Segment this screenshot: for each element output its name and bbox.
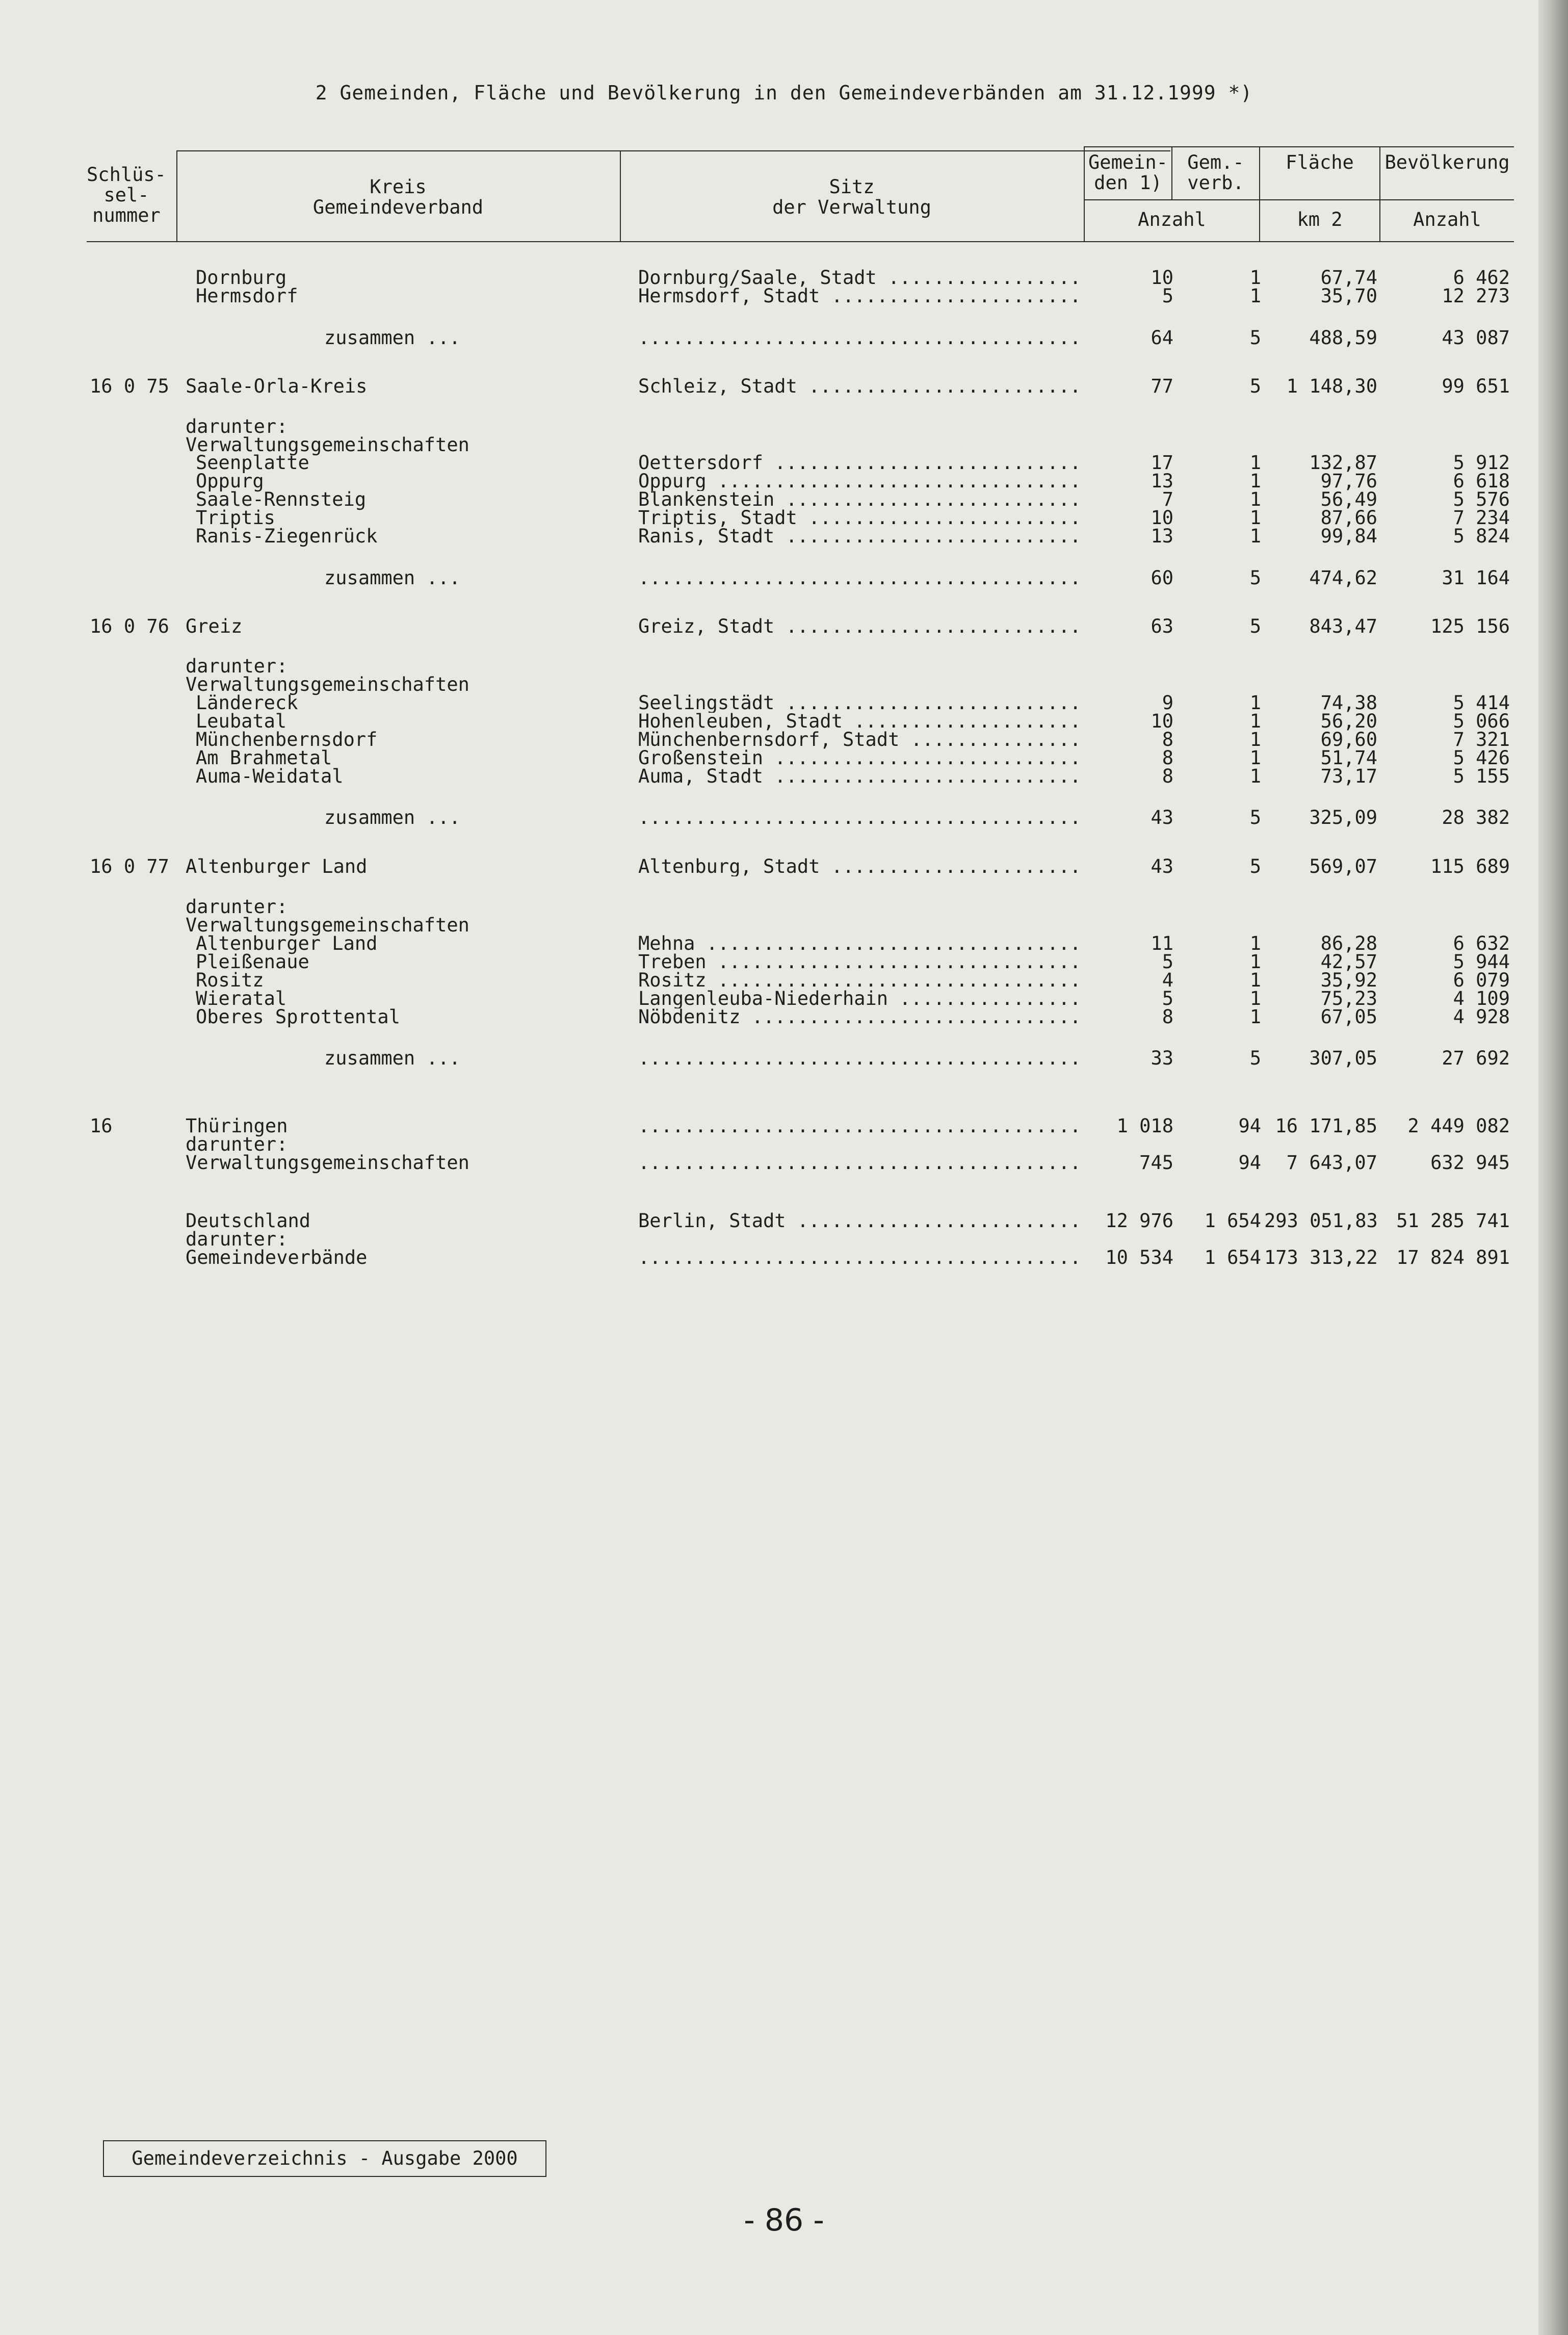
row-sitz: Nöbdenitz ..... (638, 1007, 1081, 1027)
row-flaeche: 325,09 (1309, 807, 1377, 828)
row-name: zusammen ... (324, 807, 461, 828)
row-flaeche: 35,92 (1320, 969, 1377, 991)
page-number: - 86 - (744, 2202, 824, 2238)
row-gemverb: 1 (1249, 710, 1261, 732)
row-gemverb: 5 (1249, 327, 1261, 349)
row-bevoelkerung: 4 928 (1453, 1006, 1510, 1028)
row-name: darunter: (186, 655, 288, 677)
header-gemverb: Gem.- verb. (1187, 151, 1244, 194)
row-bevoelkerung: 6 632 (1453, 932, 1510, 954)
row-name: Seenplatte (196, 452, 309, 474)
row-gemverb: 1 (1249, 988, 1261, 1009)
row-sitz: Greiz, Stadt ..... (638, 617, 1081, 636)
header-flaeche: Fläche (1286, 151, 1354, 173)
row-bevoelkerung: 5 066 (1453, 710, 1510, 732)
row-sitz (638, 808, 1081, 827)
row-flaeche: 1 148,30 (1286, 375, 1377, 397)
row-name: Gemeindeverbände (186, 1247, 368, 1268)
row-sitz: Auma, Stadt ..... (638, 767, 1081, 786)
row-gemeinden: 7 (1162, 488, 1173, 510)
row-name: Verwaltungsgemeinschaften (186, 434, 469, 456)
row-name: Ländereck (196, 692, 298, 714)
row-sitz: Oettersdorf ..... (638, 453, 1081, 473)
row-flaeche: 67,74 (1320, 267, 1377, 289)
row-flaeche: 87,66 (1320, 507, 1377, 529)
row-name: Verwaltungsgemeinschaften (186, 914, 469, 936)
row-gemverb: 5 (1249, 1047, 1261, 1069)
row-name: Pleißenaue (196, 951, 309, 973)
row-sitz: Hohenleuben, Stadt ..... (638, 712, 1081, 731)
table-row (0, 808, 1568, 827)
row-gemverb: 5 (1249, 375, 1261, 397)
row-gemverb: 1 (1249, 951, 1261, 973)
row-flaeche: 7 643,07 (1286, 1152, 1377, 1174)
row-sitz: Seelingstädt ..... (638, 693, 1081, 713)
row-gemverb: 1 654 (1204, 1210, 1261, 1232)
row-gemeinden: 4 (1162, 969, 1173, 991)
row-bevoelkerung: 31 164 (1442, 567, 1510, 589)
row-gemeinden: 8 (1162, 747, 1173, 769)
row-gemeinden: 8 (1162, 1006, 1173, 1028)
row-gemverb: 1 (1249, 525, 1261, 547)
row-sitz: Berlin, Stadt ..... (638, 1211, 1081, 1231)
row-sitz: Blankenstein ..... (638, 490, 1081, 509)
row-name: Deutschland (186, 1210, 311, 1232)
row-key: 16 0 76 (90, 615, 169, 637)
row-bevoelkerung: 632 945 (1430, 1152, 1510, 1174)
row-flaeche: 173 313,22 (1264, 1247, 1378, 1268)
row-name: Leubatal (196, 710, 287, 732)
row-name: Am Brahmetal (196, 747, 332, 769)
row-gemeinden: 77 (1151, 375, 1173, 397)
row-flaeche: 74,38 (1320, 692, 1377, 714)
header-kreis: Kreis Gemeindeverband (312, 176, 484, 218)
row-gemverb: 1 (1249, 729, 1261, 750)
table-row (0, 617, 1568, 636)
row-sitz: Hermsdorf, Stadt ..... (638, 287, 1081, 306)
row-name: Oberes Sprottental (196, 1006, 400, 1028)
row-gemverb: 1 (1249, 969, 1261, 991)
row-bevoelkerung: 7 321 (1453, 729, 1510, 750)
row-gemeinden: 745 (1139, 1152, 1173, 1174)
row-bevoelkerung: 4 109 (1453, 988, 1510, 1009)
row-sitz (638, 1153, 1081, 1173)
row-name: Triptis (196, 507, 275, 529)
row-gemverb: 5 (1249, 855, 1261, 877)
row-key: 16 (90, 1115, 113, 1137)
row-gemeinden: 11 (1151, 932, 1173, 954)
row-gemverb: 1 (1249, 285, 1261, 307)
row-gemverb: 1 (1249, 470, 1261, 492)
row-bevoelkerung: 5 426 (1453, 747, 1510, 769)
row-name: Greiz (186, 615, 243, 637)
row-gemeinden: 10 534 (1105, 1247, 1173, 1268)
table-row (0, 527, 1568, 546)
header-unit-anzahl: Anzahl (1138, 209, 1206, 230)
footer-publication: Gemeindeverzeichnis - Ausgabe 2000 (103, 2140, 546, 2177)
row-gemeinden: 5 (1162, 951, 1173, 973)
table-row (0, 377, 1568, 396)
row-gemeinden: 5 (1162, 285, 1173, 307)
row-sitz: Dornburg/Saale, Stadt ..... (638, 268, 1081, 288)
header-rule (1084, 146, 1514, 147)
row-sitz: Münchenbernsdorf, Stadt ..... (638, 730, 1081, 749)
row-name: Wieratal (196, 988, 287, 1009)
table-row (0, 287, 1568, 306)
header-gemeinden: Gemein- den 1) (1088, 151, 1168, 194)
row-sitz (638, 1117, 1081, 1136)
row-bevoelkerung: 5 944 (1453, 951, 1510, 973)
row-flaeche: 97,76 (1320, 470, 1377, 492)
row-gemverb: 1 (1249, 488, 1261, 510)
row-flaeche: 51,74 (1320, 747, 1377, 769)
row-bevoelkerung: 115 689 (1430, 855, 1510, 877)
row-name: Altenburger Land (186, 855, 368, 877)
row-bevoelkerung: 7 234 (1453, 507, 1510, 529)
table-row (0, 857, 1568, 876)
row-gemeinden: 60 (1151, 567, 1173, 589)
header-unit-anzahl2: Anzahl (1413, 209, 1481, 230)
row-gemeinden: 17 (1151, 452, 1173, 474)
row-name: Altenburger Land (196, 932, 378, 954)
row-gemverb: 1 (1249, 747, 1261, 769)
row-bevoelkerung: 12 273 (1442, 285, 1510, 307)
row-gemeinden: 13 (1151, 525, 1173, 547)
row-gemverb: 1 (1249, 1006, 1261, 1028)
row-bevoelkerung: 6 079 (1453, 969, 1510, 991)
row-sitz: Mehna ..... (638, 934, 1081, 953)
row-gemeinden: 64 (1151, 327, 1173, 349)
row-sitz: Treben ..... (638, 952, 1081, 972)
row-gemeinden: 13 (1151, 470, 1173, 492)
row-gemeinden: 10 (1151, 507, 1173, 529)
header-unit-km2: km 2 (1297, 209, 1343, 230)
row-name: Saale-Orla-Kreis (186, 375, 368, 397)
row-bevoelkerung: 28 382 (1442, 807, 1510, 828)
page-title: 2 Gemeinden, Fläche und Bevölkerung in den Gemeindeverbänden am 31.12.1999 *) (315, 82, 1253, 104)
row-gemverb: 5 (1249, 615, 1261, 637)
row-name: Ranis-Ziegenrück (196, 525, 378, 547)
row-sitz: Ranis, Stadt ..... (638, 527, 1081, 546)
row-gemverb: 1 (1249, 765, 1261, 787)
table-header (87, 150, 1514, 242)
table-row (0, 1007, 1568, 1027)
row-name: zusammen ... (324, 327, 461, 349)
table-row (0, 568, 1568, 588)
row-flaeche: 75,23 (1320, 988, 1377, 1009)
table-row (0, 1248, 1568, 1267)
row-name: Thüringen (186, 1115, 288, 1137)
row-name: Verwaltungsgemeinschaften (186, 1152, 469, 1174)
row-gemeinden: 1 018 (1116, 1115, 1173, 1137)
row-flaeche: 56,20 (1320, 710, 1377, 732)
row-name: Münchenbernsdorf (196, 729, 378, 750)
row-flaeche: 67,05 (1320, 1006, 1377, 1028)
row-sitz: Schleiz, Stadt ..... (638, 377, 1081, 396)
row-gemverb: 5 (1249, 567, 1261, 589)
table-row (0, 1153, 1568, 1173)
row-bevoelkerung: 6 462 (1453, 267, 1510, 289)
row-sitz (638, 1049, 1081, 1068)
row-sitz: Rositz ..... (638, 971, 1081, 990)
row-name: Dornburg (196, 267, 287, 289)
row-gemverb: 1 (1249, 452, 1261, 474)
row-name: darunter: (186, 1228, 288, 1250)
row-flaeche: 293 051,83 (1264, 1210, 1378, 1232)
row-flaeche: 86,28 (1320, 932, 1377, 954)
row-name: Hermsdorf (196, 285, 298, 307)
row-key: 16 0 75 (90, 375, 169, 397)
row-bevoelkerung: 5 155 (1453, 765, 1510, 787)
header-schluessel: Schlüs- sel- nummer (87, 164, 166, 226)
row-flaeche: 569,07 (1309, 855, 1377, 877)
row-name: Oppurg (196, 470, 264, 492)
row-gemeinden: 33 (1151, 1047, 1173, 1069)
row-flaeche: 307,05 (1309, 1047, 1377, 1069)
row-flaeche: 69,60 (1320, 729, 1377, 750)
row-gemverb: 1 654 (1204, 1247, 1261, 1268)
row-gemverb: 1 (1249, 267, 1261, 289)
table-row (0, 767, 1568, 786)
row-name: zusammen ... (324, 1047, 461, 1069)
row-gemverb: 1 (1249, 507, 1261, 529)
row-sitz: Großenstein ..... (638, 748, 1081, 768)
row-bevoelkerung: 99 651 (1442, 375, 1510, 397)
row-gemeinden: 43 (1151, 855, 1173, 877)
row-key: 16 0 77 (90, 855, 169, 877)
row-name: zusammen ... (324, 567, 461, 589)
row-name: darunter: (186, 416, 288, 437)
row-gemverb: 1 (1249, 692, 1261, 714)
row-name: darunter: (186, 1133, 288, 1155)
row-gemeinden: 8 (1162, 729, 1173, 750)
row-bevoelkerung: 43 087 (1442, 327, 1510, 349)
row-name: Saale-Rennsteig (196, 488, 367, 510)
row-flaeche: 843,47 (1309, 615, 1377, 637)
row-gemeinden: 12 976 (1105, 1210, 1173, 1232)
row-bevoelkerung: 51 285 741 (1396, 1210, 1510, 1232)
row-flaeche: 73,17 (1320, 765, 1377, 787)
row-bevoelkerung: 17 824 891 (1396, 1247, 1510, 1268)
row-bevoelkerung: 27 692 (1442, 1047, 1510, 1069)
row-gemeinden: 9 (1162, 692, 1173, 714)
header-bevoelkerung: Bevölkerung (1384, 151, 1510, 173)
row-name: Verwaltungsgemeinschaften (186, 673, 469, 695)
row-flaeche: 132,87 (1309, 452, 1377, 474)
row-name: Auma-Weidatal (196, 765, 344, 787)
table-row (0, 328, 1568, 348)
row-sitz: Altenburg, Stadt ..... (638, 857, 1081, 876)
row-flaeche: 16 171,85 (1275, 1115, 1377, 1137)
row-bevoelkerung: 5 824 (1453, 525, 1510, 547)
table-row (0, 1049, 1568, 1068)
row-flaeche: 99,84 (1320, 525, 1377, 547)
row-gemverb: 94 (1238, 1152, 1261, 1174)
row-flaeche: 35,70 (1320, 285, 1377, 307)
row-gemeinden: 10 (1151, 267, 1173, 289)
row-bevoelkerung: 5 414 (1453, 692, 1510, 714)
row-gemeinden: 8 (1162, 765, 1173, 787)
row-gemeinden: 63 (1151, 615, 1173, 637)
header-sitz: Sitz der Verwaltung (772, 176, 931, 218)
row-bevoelkerung: 2 449 082 (1407, 1115, 1510, 1137)
row-gemeinden: 43 (1151, 807, 1173, 828)
row-sitz: Oppurg ..... (638, 472, 1081, 491)
row-sitz: Triptis, Stadt ..... (638, 508, 1081, 528)
row-sitz (638, 328, 1081, 348)
row-gemeinden: 10 (1151, 710, 1173, 732)
row-name: Rositz (196, 969, 264, 991)
row-gemeinden: 5 (1162, 988, 1173, 1009)
row-bevoelkerung: 6 618 (1453, 470, 1510, 492)
row-sitz: Langenleuba-Niederhain ..... (638, 989, 1081, 1008)
row-bevoelkerung: 5 912 (1453, 452, 1510, 474)
row-flaeche: 42,57 (1320, 951, 1377, 973)
row-flaeche: 56,49 (1320, 488, 1377, 510)
row-gemverb: 5 (1249, 807, 1261, 828)
row-sitz (638, 568, 1081, 588)
row-bevoelkerung: 125 156 (1430, 615, 1510, 637)
row-name: darunter: (186, 896, 288, 918)
row-gemverb: 94 (1238, 1115, 1261, 1137)
row-flaeche: 488,59 (1309, 327, 1377, 349)
row-sitz (638, 1248, 1081, 1267)
header-rule (1084, 199, 1514, 200)
row-flaeche: 474,62 (1309, 567, 1377, 589)
row-bevoelkerung: 5 576 (1453, 488, 1510, 510)
header-rule (87, 241, 1514, 242)
row-gemverb: 1 (1249, 932, 1261, 954)
header-rule (176, 150, 1170, 151)
